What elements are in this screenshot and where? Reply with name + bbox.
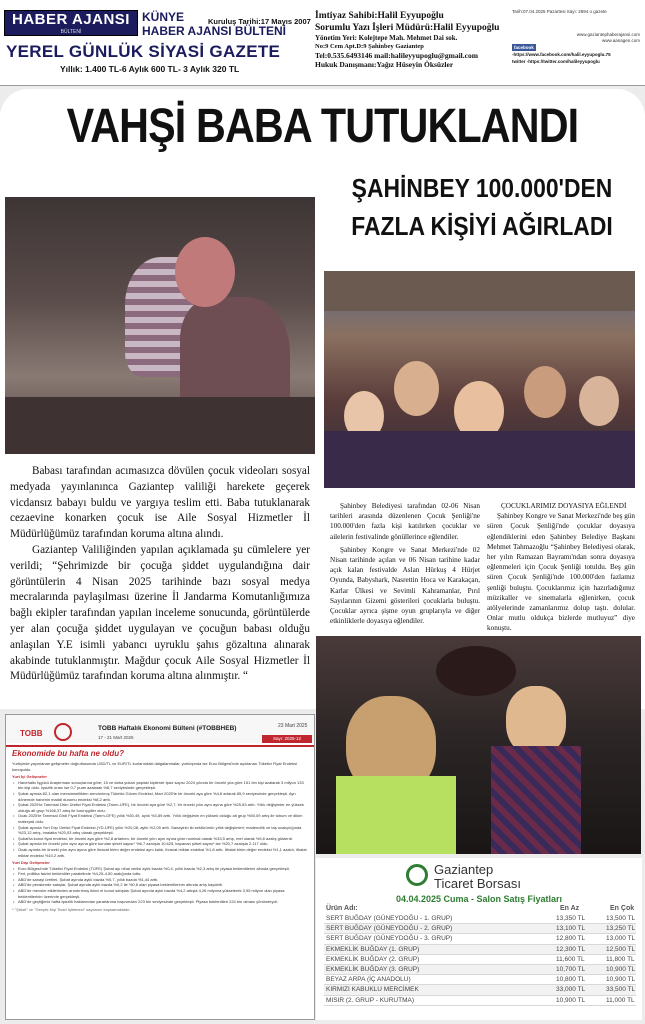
article-paragraph: Şahinbey Kongre ve Sanat Merkezi'nde beş gün süren Çocuk Şenliği'nde çocuklar doyasıya eğlendiklerini eden Şahinbey Belediye Başkanı Mehmet Tahmazoğlu “Şahinbey Belediyesi olarak, her yılın Ramazan Bayramı'ndan sonra doyasıya eğlenmeleri için Çocuk Şenliği totuldu. Beş gün süren Çocuk Şenliği'nde 100.000'den fazlamız şenliği buluştu. Çocuklarımız için hazırladığımız müzikaller ve sinemalarla eğlenirken, çocuk atölyelerinde zamanlarımız dolup taştı. dolular. Onlar mutlu oldukça bizlerde mutluyuz” diye konuştu. (487, 512, 635, 633)
facebook-icon: facebook (514, 45, 534, 50)
price-max: 13,250 TL (606, 925, 636, 933)
facebook-row[interactable] (512, 44, 640, 51)
tobb-item: • Euro Bölgesi'nde Tüketici Fiyat Endeksi (TÜFE) Şubat ayı nihai veriisi aylık bazda %0,4, yıllık bazda %2,3 artış ile piyasa beklentilerini altında gerçekleşti. (12, 866, 310, 872)
price-max: 11,800 TL (606, 955, 635, 963)
table-row (324, 996, 636, 1006)
website-link-2[interactable]: www.aanagen.com (601, 38, 640, 43)
article-festival-col1 (330, 501, 480, 629)
tobb-intro: Yurtiçinde yayınlanan gelişmeler doğrultusunda USD/TL ve EUR/TL kurlarındaki dalgalanmalar, yurtdışında ise Euro Bölgesi'nde açıklanan Tüketici Fiyat Endeksi konuşuldu. (12, 761, 297, 772)
news-photo-child-abuse (5, 197, 315, 454)
table-row (324, 985, 636, 995)
article-paragraph: Babası tarafından acımasızca dövülen çocuk videoları sosyal medyada yayınlanınca Gaziantep valiliği harekete geçerek vicdansız babayı buldu ve yargıya teslim etti. Baba tutuklanarak cezaevine konarken çocuk ise Aile Sosyal Hizmetler İl Müdürlüğümüz tarafından koruma altına alındı. (10, 465, 310, 541)
tobb-item: • Şubat ayında 82,1 olan mevsimsellikten arındırılmış Tüketici Güven Endeksi, Mart 2025'te bir önceki aya göre %4,6 artarak 85,9 seviyesinde gerçekleşti. Ayrı dönemde hanenin maddi durumu endeksi %8,2 arttı. (12, 791, 310, 802)
exchange-subtitle: 04.04.2025 Cuma - Salon Satış Fiyatları (395, 894, 563, 904)
address-line: No:9 Cem Apt.D:9 Şahinbey Gaziantep (315, 43, 424, 50)
tobb-item: • ABD'de sanayi üretimi, Şubat ayında aylık bazda %0,7, yıllık bazda %1,44 arttı. (12, 877, 310, 883)
secondary-headline (341, 169, 623, 245)
tobb-item: • Şubat ayında Yurt Dışı Üretici Fiyat Endeksi (YD-ÜFE) yıllık %20,08, aylık %2,05 arttı. Sanayinin iki sektörünün yıllık değişimleri; madencilik ve taş ocakçılığında %23,12 artış, imalatta %20,03 artış olarak gerçekleşti. (12, 825, 310, 836)
tobb-item: • Ocak 2025'te Tarımsal Girdi Fiyat Endeksi (Tarım-GFE) yıllık %30,49, aylık %3,89 arttı. Yıllık değişimin en yüksek olduğu alt grup %50,09 artış ile tohum ve dikim materyali oldu. (12, 813, 310, 824)
kunye-label: KÜNYE (142, 10, 185, 24)
price-min: 33,000 TL (556, 986, 586, 994)
product-name: SERT BUĞDAY (GÜNEYDOĞU - 2. GRUP) (326, 925, 453, 933)
imprint-block (315, 10, 505, 69)
product-name: EKMEKLİK BUĞDAY (1. GRUP) (326, 945, 420, 953)
exchange-logo-icon (406, 864, 428, 886)
tobb-logo: TOBB (20, 729, 43, 738)
subscription-prices: Yıllık: 1.400 TL-6 Aylık 600 TL- 3 Aylık 320 TL (60, 64, 240, 74)
product-name: EKMEKLİK BUĞDAY (2. GRUP) (326, 955, 420, 963)
main-headline: VAHŞİ BABA TUTUKLANDI (66, 100, 579, 153)
tobb-economic-bulletin (5, 714, 315, 1020)
price-max: 13,500 TL (606, 915, 636, 922)
article-paragraph: Şahinbey Belediyesi tarafından 02-06 Nisan tarihleri arasında düzenlenen Çocuk Şenliği'ne 100.000'den fazla kişi katılırken çocuklar ve ailelerin festivalinde gönüllerince eğlendiler. (330, 502, 480, 541)
secondary-headline-line2: FAZLA KİŞİYİ AĞIRLADI (351, 211, 613, 241)
table-row (324, 924, 636, 934)
table-row (324, 934, 636, 944)
tobb-item: • ABD'de geçtiğimiz hafta işsizlik haklarından yararlanma başvuruları 223 bin seviyesinde gerçekleşti. Piyasa beklentileri 224 bin olması yönündeydi. (12, 899, 310, 905)
news-photo-children-festival (324, 271, 635, 488)
table-row (324, 965, 636, 975)
product-name: MISIR (2. GRUP - KURUTMA) (326, 996, 414, 1004)
price-min: 10,800 TL (556, 976, 586, 984)
agency-bulletin-name: HABER AJANSI BÜLTENİ (142, 24, 287, 38)
tobb-item: • Ocak ayında bir önceki yılın aynı ayına göre ihracat birim değer endeksi aynı kaldı, ihracat miktar endeksi %1,8 arttı. İthalat birim değer endeksi %1,1 azaldı, ithalat miktar endeksi %10,2 arttı. (12, 847, 310, 858)
price-min: 13,100 TL (556, 925, 586, 933)
col-header-min: En Az (560, 905, 580, 912)
price-max: 12,500 TL (606, 945, 636, 953)
price-min: 12,300 TL (556, 945, 586, 953)
price-max: 10,900 TL (606, 976, 636, 984)
tobb-item: • ABD'de mevsim etkilerinden arındırılmış ikinci el konut satışları Şubat ayında aylık bazda %4,2 artışla 4,26 milyona yükselerek 3,95 milyon olan piyasa beklentilerinin üzerinde gerçekleşti. (12, 888, 310, 899)
contact-line: Tel:0.535.6493146 mail:halileyyupoglu@gmail.com (315, 51, 478, 60)
founding-date: Kuruluş Tarihi:17 Mayıs 2007 (208, 17, 311, 26)
article-festival-col2 (487, 501, 635, 637)
website-link[interactable]: www.gaziantephaberajansi.com (576, 32, 640, 37)
price-min: 10,700 TL (556, 965, 586, 973)
product-name: SERT BUĞDAY (GÜNEYDOĞU - 1. GRUP) (326, 915, 453, 922)
price-max: 11,000 TL (606, 996, 635, 1004)
tobb-title: TOBB Haftalık Ekonomi Bülteni (#TOBBHEB) (98, 725, 237, 732)
editor-line: Sorumlu Yazı İşleri Müdürü:Halil Eyyupoğlu (315, 23, 500, 33)
price-min: 13,350 TL (556, 915, 586, 922)
product-name: SERT BUĞDAY (GÜNEYDOĞU - 3. GRUP) (326, 935, 453, 943)
col-header-product: Ürün Adı: (326, 905, 358, 912)
article-subheading: ÇOCUKLARIMIZ DOYASIYA EĞLENDİ (501, 502, 627, 510)
tobb-footnote: * "Şirket" ve "Gerçek Kişi Ticari İşletmesi" sayılarını kapsamaktadır. (12, 906, 131, 912)
tobb-item: • Şubat'ta konut fiyat endeksi, bir önceki aya göre %2,8 artarken, bir önceki yılın aynı ayına göre nominal olarak %33,5 artış, reel olarak %5,6 azalış gösterdi. (12, 836, 310, 842)
news-photo-face-painting (316, 636, 641, 854)
article-paragraph: Şahinbey Kongre ve Sanat Merkezi'nde 02 Nisan tarihinde açılan ve 06 Nisan tarihine kadar açık kalan festivalde Aslan Hürkuş 4 Hürjet Oyunda, Babyshark, Nasrettin Hoca ve Karakaçan, Karlar Ülkesi ve Sevimli Kahramanlar, Pırıl Sayılarının Gizemi gösterileri çocuklarla buluştu. Çocuklar ayrıca şişme oyun gruplarıyla ve diğer etkinliklerle doyasıya eğlendiler. (330, 545, 480, 626)
exchange-name: Ticaret Borsası (434, 876, 521, 891)
tobb-date-range: 17 - 21 Mart 2025 (98, 735, 134, 740)
table-row (324, 914, 636, 924)
owner-line: İmtiyaz Sahibi:Halil Eyyupoğlu (315, 11, 444, 21)
tobb-item: • Fed, politika faizini beklentiler paralelinde %4,25-4,50 aralığında tuttu. (12, 871, 310, 877)
newspaper-type: YEREL GÜNLÜK SİYASİ GAZETE (6, 42, 281, 61)
logo-main-text: HABER AJANSI (12, 11, 130, 28)
price-max: 33,500 TL (606, 986, 636, 994)
tobb-heading: Ekonomide bu hafta ne oldu? (12, 749, 124, 758)
tobb-item: • ABD'de perakende satışlar, Şubat ayında aylık bazda %0,2 ile %0,6 olan piyasa beklentilerinin altında artış kaydetti. (12, 882, 310, 888)
col-header-max: En Çok (610, 905, 635, 912)
tobb-item: • Şubat 2025'te Tarımsal Ürün Üretici Fiyat Endeksi (Tarım-ÜFE), bir önceki aya göre %2,7, bir önceki yılın aynı ayına göre %25,83 arttı. Yıllık değişimler en yüksek olduğu alt grup %166,37 artış ile turunçgiller oldu. (12, 802, 310, 813)
tobb-item: • Hanehalkı İşgücü Araştırması sonuçlarına göre; 15 ve daha yukarı yaştaki kişilerde işsiz sayısı 2024 yılında bir önceki yıla göre 151 bin kişi azalarak 3 milyon 133 bin kişi oldu. İşsizlik oranı ise 0,7 puan azalarak %8,7 seviyesinde gerçekleşti. (12, 780, 310, 791)
issue-date: Tarih:07.04.2025 Pazartesi Sayı: 2694 o gazete (512, 9, 607, 14)
logo-sub-text: BÜLTENİ (60, 29, 82, 35)
tobb-section-title: Yurt İçi Gelişmeler (12, 774, 47, 780)
secondary-headline-line1: ŞAHİNBEY 100.000'DEN (351, 173, 613, 203)
tobb-body (12, 761, 310, 912)
price-min: 12,800 TL (556, 935, 586, 943)
tobb-section-title: Yurt Dışı Gelişmeler (12, 860, 50, 866)
management-address: Yönetim Yeri: Kolejtepe Mah. Mehmet Dai sok. (315, 34, 458, 42)
table-row (324, 955, 636, 965)
product-name: KIRMIZI KABUKLU MERCİMEK (326, 986, 419, 994)
facebook-link[interactable]: -https://www.facebook.com/halil.eyyupoglu.75 (512, 52, 611, 57)
table-row (324, 945, 636, 955)
product-name: BEYAZ ARPA (İÇ ANADOLU) (326, 976, 411, 984)
legal-advisor-line: Hukuk Danışmanı:Yağız Hüseyin Öksüzler (315, 60, 454, 69)
front-page (0, 89, 645, 709)
exchange-city: Gaziantep (434, 862, 494, 877)
price-max: 10,900 TL (606, 965, 636, 973)
price-table (324, 914, 636, 1006)
twitter-link[interactable]: twitter -https://twitter.com/halileyyupoglu (512, 59, 600, 64)
price-min: 11,600 TL (556, 955, 585, 963)
issue-info (512, 8, 640, 80)
tobb-issue-badge: Sayı: 2025-12 (262, 735, 312, 743)
article-paragraph: Gaziantep Valiliğinden yapılan açıklamada şu cümlelere yer verildi; “Şehrimizde bir çocuğa şiddet uygulandığına dair görüntülerin 4 Nisan 2025 tarihinde bazı sosyal medya mecralarında paylaşılması üzerine İl Jandarma Komutanlığımıza bağlı ekipler tarafından yapılan inceleme sonucunda, görüntülerde yer alan çocuğa şiddet uygulayan ve çocuğun babası olduğu anlaşılan Y.E isimli yabancı uyruklu şahıs gözaltına alınarak akabinde tutuklanmıştır. Mağdur çocuk Aile Sosyal Hizmetler İl Müdürlüğümüz tarafından koruma altına alınmıştır. “ (10, 543, 310, 683)
tobb-publish-date: 23 Mart 2025 (278, 723, 308, 729)
price-max: 13,000 TL (606, 935, 636, 943)
article-child-abuse (10, 464, 310, 685)
commodity-exchange-prices (316, 858, 642, 1020)
table-row (324, 975, 636, 985)
price-min: 10,900 TL (556, 996, 586, 1004)
tobb-emblem-icon (54, 723, 72, 741)
agency-logo (4, 10, 138, 36)
masthead (0, 0, 645, 86)
tobb-item: • Şubat ayında bir önceki yılın aynı ayına göre kurulan şirket sayısı* %6,7 azalışla 10.625, kapanan şirket sayısı* ise %20,7 azalışla 2.117 oldu. (12, 841, 310, 847)
product-name: EKMEKLİK BUĞDAY (3. GRUP) (326, 965, 420, 973)
